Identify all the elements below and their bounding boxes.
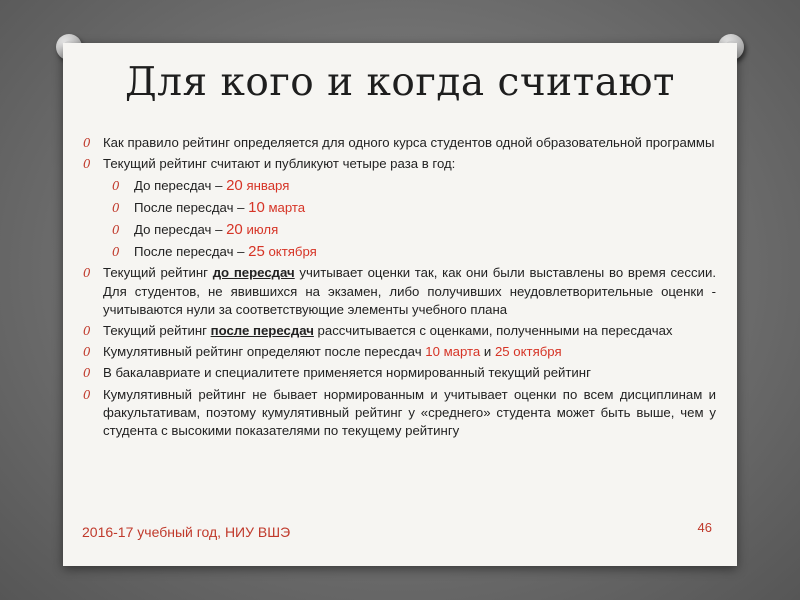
item-text: учитывает оценки так, как они были выставлены во время сессии. Для студентов, не явившихся на экзамен, либо получивших неудовлетворительные оценки - учитываются нули за соответствующие элементы учебного плана (103, 265, 716, 317)
bullet-icon: 0 (112, 223, 120, 238)
bullet-item (82, 322, 716, 340)
sub-bullet-item (82, 176, 716, 196)
bullet-icon: 0 (83, 366, 91, 381)
date-month: января (242, 178, 290, 194)
bullet-item (82, 343, 716, 361)
sub-text: До пересдач – (134, 178, 227, 194)
item-text: Кумулятивный рейтинг определяют после пересдач (103, 344, 426, 360)
page-number: 46 (697, 520, 712, 535)
sub-bullet-item (82, 220, 716, 240)
bullet-item (82, 364, 716, 382)
bullet-icon: 0 (83, 157, 91, 172)
underlined-term: после пересдач (210, 323, 314, 339)
bullet-item (82, 134, 716, 152)
underlined-term: до пересдач (212, 265, 295, 281)
item-text: Текущий рейтинг считают и публикуют четыре раза в год: (103, 156, 456, 172)
item-text: и (480, 344, 495, 360)
item-text: В бакалавриате и специалитете применяется нормированный текущий рейтинг (103, 365, 591, 381)
date-month: июля (242, 222, 279, 238)
bullet-item (82, 386, 716, 441)
bullet-item (82, 264, 716, 319)
sub-text: До пересдач – (134, 222, 227, 238)
date-day: 20 (226, 177, 243, 195)
item-text: Как правило рейтинг определяется для одного курса студентов одной образовательной программы (103, 135, 715, 150)
slide-title: Для кого и когда считают (125, 60, 675, 105)
date-month: марта (264, 200, 306, 216)
bullet-icon: 0 (112, 245, 120, 260)
sub-text: После пересдач – (134, 244, 249, 260)
item-text: Текущий рейтинг (103, 265, 213, 281)
slide-content (82, 134, 716, 443)
sub-bullet-item (82, 242, 716, 262)
slide-footer: 2016-17 учебный год, НИУ ВШЭ (82, 524, 291, 540)
item-text: Кумулятивный рейтинг не бывает нормированным и учитывает оценки по всем дисциплинам и факультативам, поэтому кумулятивный рейтинг у «среднего» студента может быть выше, чем у студента с высокими показателями по текущему рейтингу (103, 386, 716, 439)
bullet-icon: 0 (83, 324, 91, 339)
bullet-icon: 0 (112, 179, 120, 194)
date-highlight: 25 октября (494, 344, 562, 360)
date-month: октября (264, 244, 317, 260)
bullet-icon: 0 (83, 266, 91, 281)
bullet-icon: 0 (112, 201, 120, 216)
sub-text: После пересдач – (134, 200, 249, 216)
date-highlight: 10 марта (425, 344, 481, 360)
sub-bullet-item (82, 198, 716, 218)
bullet-icon: 0 (83, 136, 91, 150)
bullet-icon: 0 (83, 387, 91, 402)
item-text: Текущий рейтинг (103, 323, 211, 339)
item-text: рассчитывается с оценками, полученными на пересдачах (313, 323, 673, 339)
date-day: 25 (248, 243, 265, 261)
date-day: 20 (226, 221, 243, 239)
bullet-item (82, 155, 716, 173)
date-day: 10 (248, 199, 265, 217)
bullet-icon: 0 (83, 345, 91, 360)
